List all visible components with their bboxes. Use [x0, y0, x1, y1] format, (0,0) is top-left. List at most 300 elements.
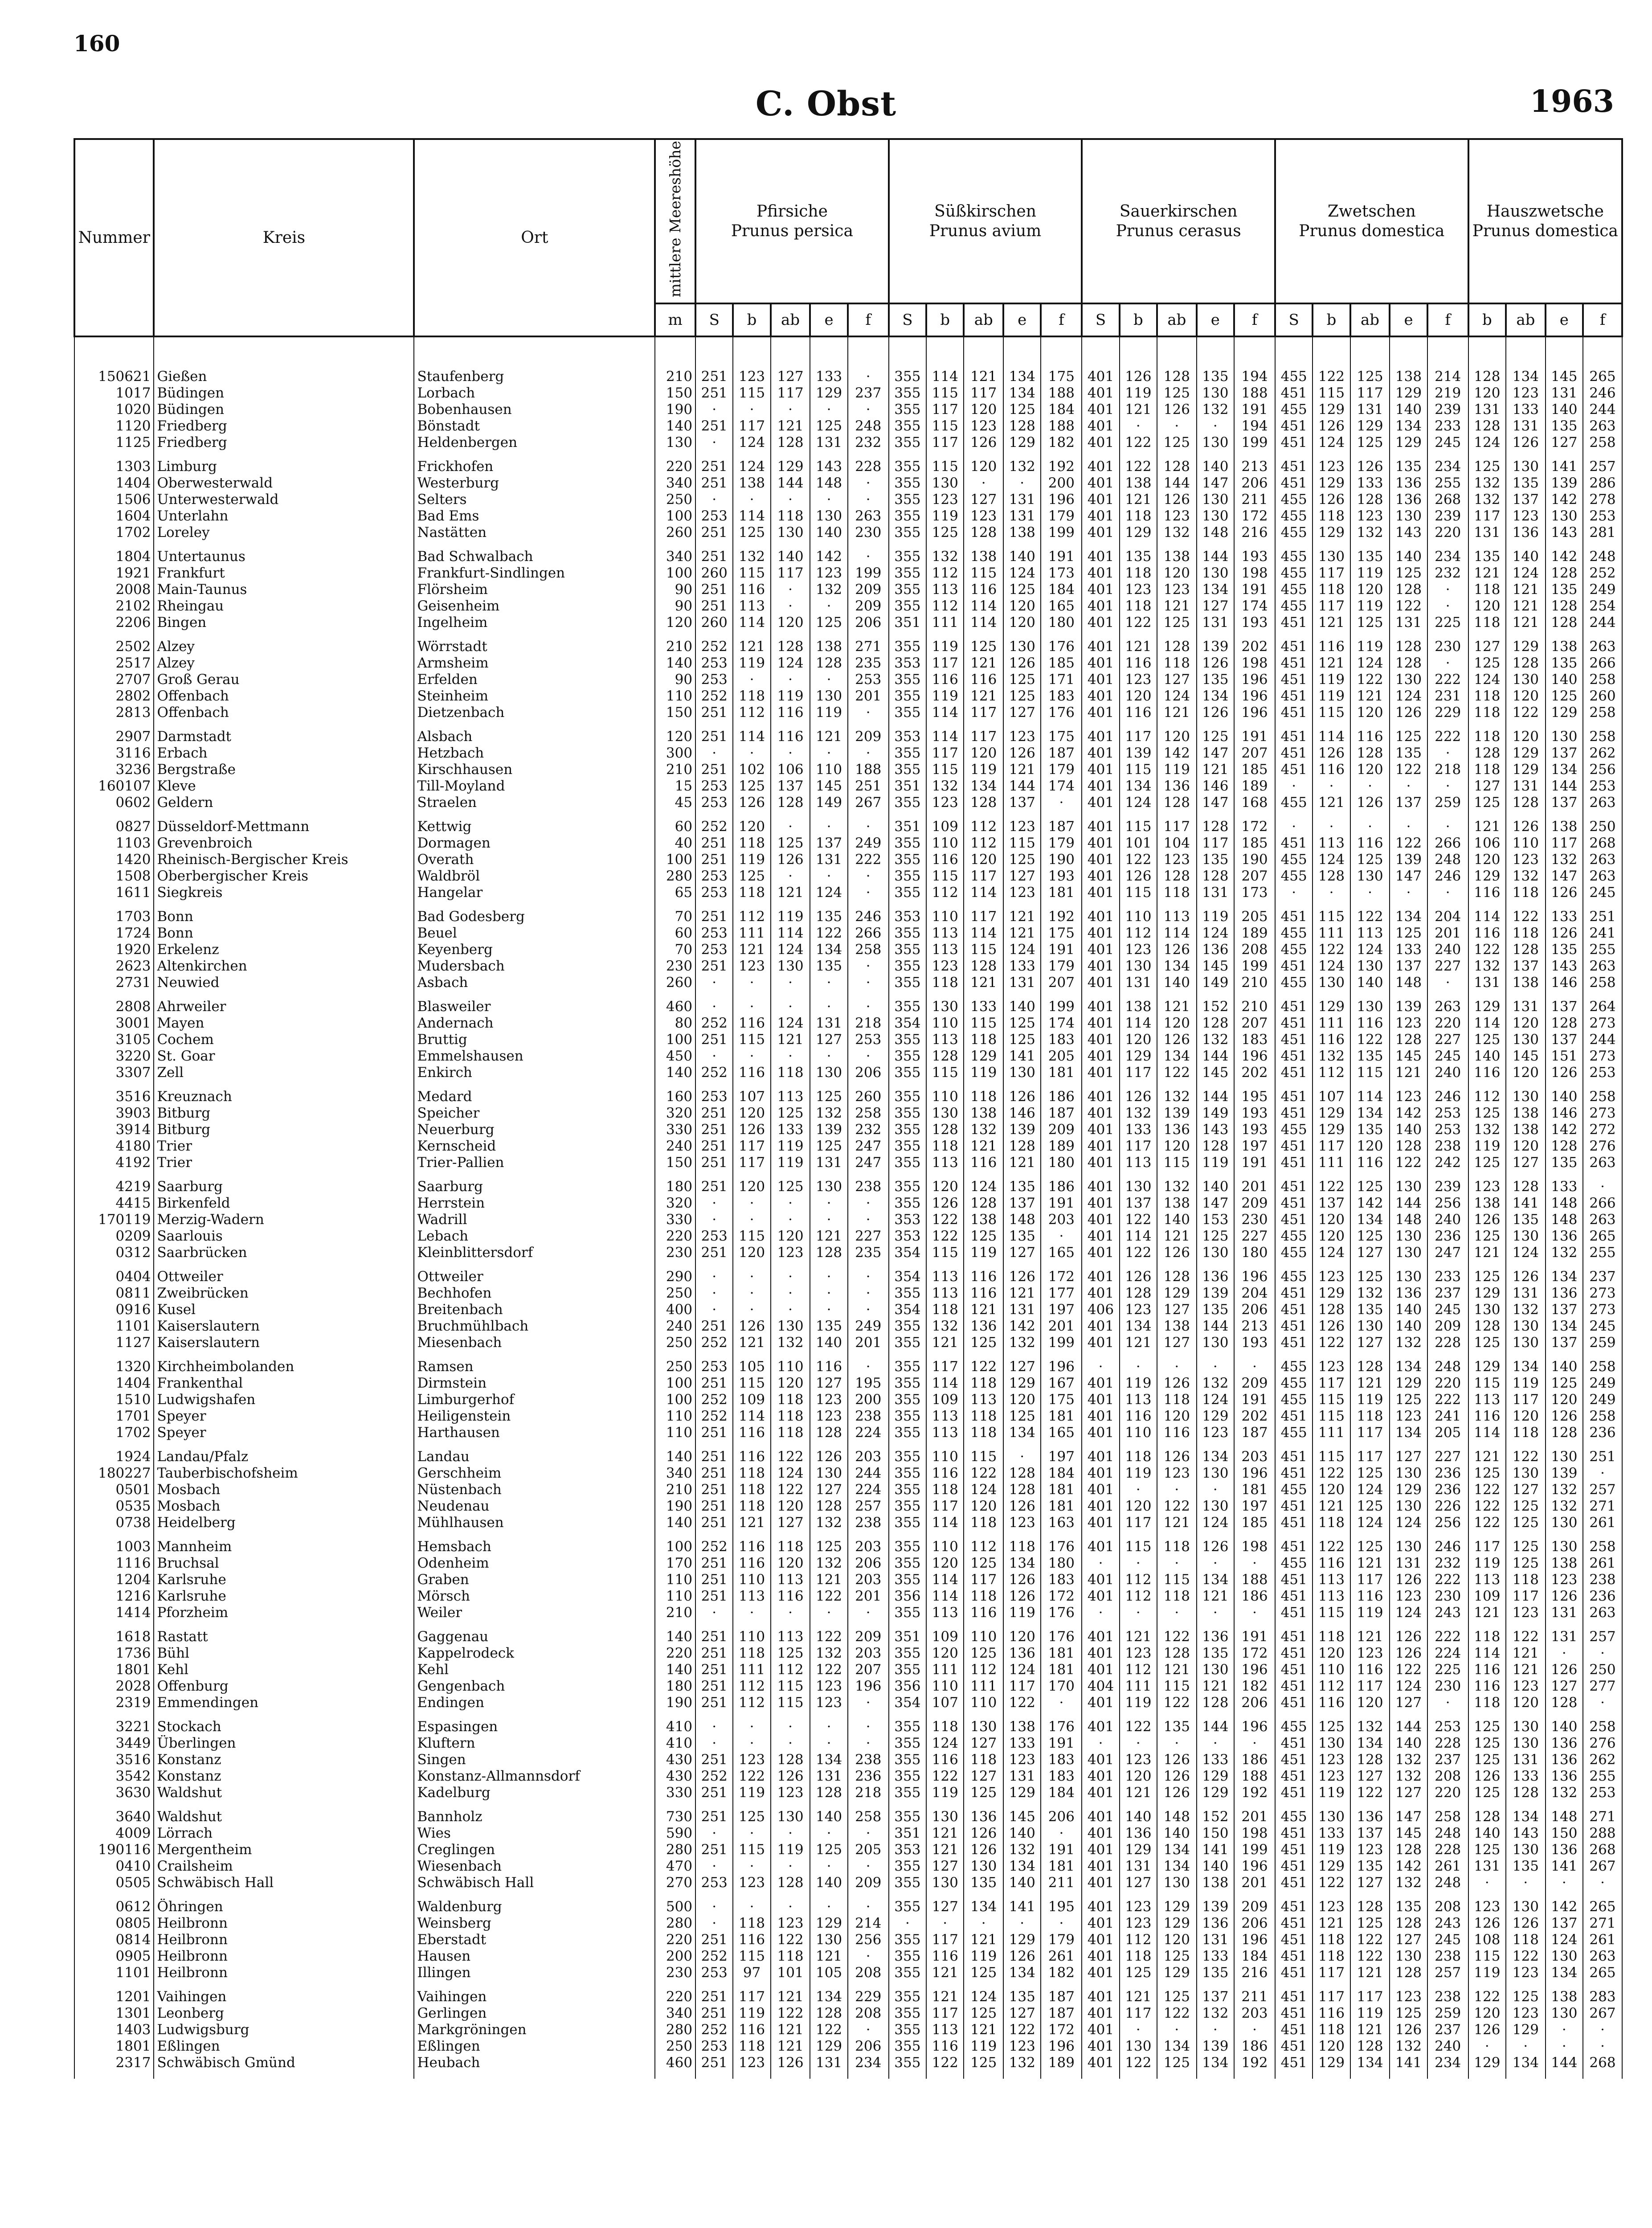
phase-value: · — [1546, 1875, 1583, 1899]
phase-value: 183 — [1041, 1752, 1082, 1768]
phase-value: 120 — [1506, 1065, 1546, 1089]
phase-value: 128 — [964, 958, 1003, 975]
phase-value: 253 — [1583, 778, 1622, 795]
phase-value: 182 — [1041, 1965, 1082, 1989]
phase-value: 227 — [848, 1228, 889, 1245]
table-row — [74, 672, 1622, 688]
phase-value: 121 — [1120, 1335, 1157, 1359]
station-number: 4009 — [74, 1825, 154, 1842]
phase-value: · — [1313, 778, 1350, 795]
station-number: 3307 — [74, 1065, 154, 1089]
phase-value: 120 — [1120, 1032, 1157, 1048]
kreis-name: Büdingen — [154, 401, 414, 418]
phase-value: 123 — [1120, 1915, 1157, 1932]
phase-value: 122 — [1390, 762, 1427, 778]
phase-value: 355 — [889, 1605, 926, 1629]
table-row — [74, 639, 1622, 655]
phase-value: 401 — [1082, 1465, 1119, 1482]
phase-value: 401 — [1082, 1825, 1119, 1842]
phase-value: 120 — [771, 614, 810, 639]
phase-value: 133 — [1120, 1122, 1157, 1138]
elevation-value: 280 — [655, 1915, 695, 1932]
phase-value: 124 — [1197, 1392, 1234, 1408]
phase-value: 187 — [1041, 1989, 1082, 2005]
station-number: 0535 — [74, 1498, 154, 1515]
phase-value: 137 — [1197, 1989, 1234, 2005]
phase-value: 196 — [848, 1678, 889, 1695]
phase-value: 135 — [1546, 942, 1583, 958]
elevation-value: 70 — [655, 942, 695, 958]
phase-value: 130 — [1546, 729, 1583, 745]
phase-value: 124 — [1350, 655, 1390, 672]
phase-value: 203 — [1234, 2005, 1275, 2022]
kreis-name: Loreley — [154, 524, 414, 549]
ort-name: Illingen — [414, 1965, 655, 1989]
phase-value: 125 — [1350, 1498, 1390, 1515]
phase-value: 451 — [1275, 1065, 1313, 1089]
phase-value: 129 — [1197, 1768, 1234, 1785]
phase-value: 135 — [1197, 1965, 1234, 1989]
station-number: 0811 — [74, 1285, 154, 1302]
phase-value: 129 — [1468, 1359, 1506, 1375]
phase-value: 138 — [1546, 1555, 1583, 1572]
phase-value: 128 — [964, 795, 1003, 819]
phase-value: 134 — [1390, 1425, 1427, 1449]
phase-value: 128 — [1313, 868, 1350, 885]
phase-value: 132 — [1468, 475, 1506, 491]
phase-value: 251 — [695, 1695, 733, 1719]
phase-value: 118 — [1313, 1948, 1350, 1965]
table-row — [74, 434, 1622, 459]
phase-value: 116 — [733, 1932, 770, 1948]
phase-value: 127 — [1390, 1932, 1427, 1948]
phase-value: 117 — [1120, 729, 1157, 745]
phase-value: 451 — [1275, 1572, 1313, 1588]
phase-value: 113 — [1120, 1155, 1157, 1179]
phase-value: 128 — [1157, 639, 1197, 655]
phase-value: 131 — [1003, 491, 1041, 508]
phase-value: · — [771, 1048, 810, 1065]
phase-value: 116 — [1313, 1555, 1350, 1572]
phase-value: 134 — [1390, 418, 1427, 434]
phase-value: 354 — [889, 1695, 926, 1719]
phase-value: 201 — [1234, 1809, 1275, 1825]
phase-value: 116 — [733, 1449, 770, 1465]
phase-value: 123 — [1350, 1842, 1390, 1858]
phase-value: 132 — [1546, 1482, 1583, 1498]
phase-value: 133 — [1197, 1948, 1234, 1965]
phase-value: 401 — [1082, 1408, 1119, 1425]
phase-value: 120 — [1313, 1482, 1350, 1498]
phase-value: 251 — [695, 1032, 733, 1048]
phase-value: 406 — [1082, 1302, 1119, 1318]
phase-value: 148 — [1003, 1212, 1041, 1228]
phase-value: 116 — [733, 2022, 770, 2038]
station-number: 4415 — [74, 1195, 154, 1212]
phase-value: 141 — [1546, 1858, 1583, 1875]
phase-value: 351 — [889, 614, 926, 639]
phase-value: 455 — [1275, 336, 1313, 385]
phase-value: 134 — [1157, 1842, 1197, 1858]
phase-value: · — [810, 1858, 847, 1875]
phase-value: 222 — [1427, 1392, 1468, 1408]
phase-value: 121 — [964, 975, 1003, 999]
phase-value: 451 — [1275, 704, 1313, 729]
phase-value: 239 — [1427, 1179, 1468, 1195]
station-number: 1127 — [74, 1335, 154, 1359]
phase-value: 253 — [695, 778, 733, 795]
phase-value: 232 — [1427, 565, 1468, 582]
phase-value: 243 — [1427, 1605, 1468, 1629]
phase-value: 129 — [1313, 1105, 1350, 1122]
phase-value: 117 — [733, 1138, 770, 1155]
phase-value: · — [848, 1195, 889, 1212]
phase-value: 401 — [1082, 639, 1119, 655]
phase-value: 199 — [1041, 999, 1082, 1015]
phase-value: · — [1583, 1695, 1622, 1719]
ort-name: Armsheim — [414, 655, 655, 672]
phase-value: 143 — [1197, 1122, 1234, 1138]
station-number: 1017 — [74, 385, 154, 401]
table-row — [74, 1588, 1622, 1605]
phase-value: 130 — [1546, 1948, 1583, 1965]
table-row — [74, 704, 1622, 729]
phase-value: 128 — [1468, 1809, 1506, 1825]
phase-value: 196 — [1234, 1048, 1275, 1065]
phase-value: 140 — [1546, 1719, 1583, 1735]
phase-value: 252 — [695, 1015, 733, 1032]
phase-value: · — [810, 1605, 847, 1629]
phase-value: 263 — [1583, 1212, 1622, 1228]
phase-value: 451 — [1275, 909, 1313, 925]
header-hoehe: mittlere Meereshöhe — [655, 139, 695, 303]
phase-value: 451 — [1275, 835, 1313, 852]
phase-value: 184 — [1234, 1948, 1275, 1965]
phase-value: · — [771, 401, 810, 418]
phase-value: 115 — [1313, 385, 1350, 401]
phase-value: 147 — [1197, 1195, 1234, 1212]
phase-value: 246 — [848, 909, 889, 925]
phase-value: 121 — [1350, 1965, 1390, 1989]
phase-value: 401 — [1082, 1768, 1119, 1785]
elevation-value: 230 — [655, 1245, 695, 1269]
phase-value: · — [848, 1285, 889, 1302]
phase-value: 135 — [1120, 549, 1157, 565]
phase-value: 121 — [1313, 1915, 1350, 1932]
phase-value: 258 — [1583, 1089, 1622, 1105]
phase-value: 122 — [926, 2055, 964, 2079]
phase-value: 117 — [964, 868, 1003, 885]
phase-value: 126 — [1468, 1915, 1506, 1932]
phase-value: 206 — [1041, 1809, 1082, 1825]
phase-value: 355 — [889, 598, 926, 614]
phase-value: · — [1427, 598, 1468, 614]
ort-name: Ingelheim — [414, 614, 655, 639]
phase-value: 355 — [889, 1539, 926, 1555]
phase-value: 113 — [733, 598, 770, 614]
phase-value: 355 — [889, 885, 926, 909]
ort-name: Harthausen — [414, 1425, 655, 1449]
phase-value: 455 — [1275, 1375, 1313, 1392]
phase-value: 127 — [771, 1515, 810, 1539]
table-row — [74, 1555, 1622, 1572]
table-row — [74, 1662, 1622, 1678]
phase-value: 238 — [1583, 1572, 1622, 1588]
phase-value: 121 — [1350, 1375, 1390, 1392]
elevation-value: 100 — [655, 508, 695, 524]
elevation-value: 450 — [655, 1048, 695, 1065]
phase-value: 123 — [1506, 2005, 1546, 2022]
phase-value: 125 — [1157, 1948, 1197, 1965]
elevation-value: 110 — [655, 1425, 695, 1449]
phase-value: 125 — [1390, 1392, 1427, 1408]
phase-value: 126 — [1157, 1245, 1197, 1269]
phase-value: 191 — [1041, 1842, 1082, 1858]
phase-value: 121 — [926, 1825, 964, 1842]
phase-value: 120 — [964, 401, 1003, 418]
phase-value: · — [695, 1195, 733, 1212]
phase-value: 355 — [889, 1809, 926, 1825]
phase-value: 121 — [1120, 1785, 1157, 1809]
phase-value: · — [1546, 2038, 1583, 2055]
kreis-name: Oberbergischer Kreis — [154, 868, 414, 885]
phase-value: 251 — [695, 1138, 733, 1155]
phase-value: 110 — [771, 1359, 810, 1375]
phase-value: 404 — [1082, 1678, 1119, 1695]
phase-value: 130 — [1390, 508, 1427, 524]
phase-value: 123 — [1120, 1645, 1157, 1662]
table-row — [74, 1875, 1622, 1899]
phase-value: 115 — [1350, 1065, 1390, 1089]
phase-value: 170 — [1041, 1678, 1082, 1695]
phase-value: 123 — [1313, 1359, 1350, 1375]
ort-name: Bruttig — [414, 1032, 655, 1048]
phase-value: 356 — [889, 1678, 926, 1695]
phase-value: · — [695, 1825, 733, 1842]
phase-value: 122 — [1313, 1465, 1350, 1482]
phase-value: 252 — [695, 1768, 733, 1785]
phase-value: 118 — [1506, 1932, 1546, 1948]
phase-value: 131 — [1506, 1285, 1546, 1302]
phase-value: 136 — [1506, 524, 1546, 549]
phase-value: 124 — [1313, 958, 1350, 975]
phase-value: 128 — [964, 1195, 1003, 1212]
phase-value: 455 — [1275, 942, 1313, 958]
phase-value: 251 — [695, 729, 733, 745]
phase-value: 123 — [733, 336, 770, 385]
phase-value: 134 — [1120, 1318, 1157, 1335]
phase-value: 126 — [1390, 1629, 1427, 1645]
phase-value: · — [1003, 1449, 1041, 1465]
phase-value: 182 — [1041, 434, 1082, 459]
phase-value: 117 — [1120, 1515, 1157, 1539]
phase-value: 451 — [1275, 1212, 1313, 1228]
phase-value: 126 — [1003, 1588, 1041, 1605]
phase-value: 114 — [1157, 925, 1197, 942]
kreis-name: Groß Gerau — [154, 672, 414, 688]
phase-value: 127 — [1468, 778, 1506, 795]
ort-name: Kirschhausen — [414, 762, 655, 778]
phase-value: · — [848, 475, 889, 491]
phase-value: 114 — [733, 1408, 770, 1425]
phase-value: 126 — [1157, 1785, 1197, 1809]
phase-value: 235 — [848, 655, 889, 672]
phase-value: 115 — [1120, 885, 1157, 909]
phase-value: 117 — [1120, 1138, 1157, 1155]
phase-value: 124 — [1313, 1245, 1350, 1269]
phase-value: 125 — [964, 1785, 1003, 1809]
phase-value: 355 — [889, 401, 926, 418]
phase-value: 116 — [926, 1948, 964, 1965]
phase-value: 111 — [1313, 925, 1350, 942]
phase-value: 129 — [1350, 418, 1390, 434]
phase-value: 268 — [1583, 1842, 1622, 1858]
phase-value: 124 — [1157, 688, 1197, 704]
kreis-name: Altenkirchen — [154, 958, 414, 975]
phase-value: 125 — [964, 1555, 1003, 1572]
phase-value: 117 — [1350, 1989, 1390, 2005]
kreis-name: Merzig-Wadern — [154, 1212, 414, 1228]
phase-value: 122 — [1003, 1695, 1041, 1719]
phase-value: 132 — [810, 1105, 847, 1122]
phase-value: 268 — [1583, 2055, 1622, 2079]
ort-name: Beuel — [414, 925, 655, 942]
kreis-name: Frankenthal — [154, 1375, 414, 1392]
phase-value: 271 — [1583, 1498, 1622, 1515]
phase-value: 258 — [1583, 672, 1622, 688]
phase-value: 142 — [1546, 1899, 1583, 1915]
phase-value: 451 — [1275, 1605, 1313, 1629]
phase-value: 181 — [1041, 1645, 1082, 1662]
phase-value: 114 — [964, 614, 1003, 639]
station-number: 3236 — [74, 762, 154, 778]
station-group — [74, 1539, 1622, 1629]
phase-value: 116 — [1120, 704, 1157, 729]
phase-value: · — [1157, 1555, 1197, 1572]
phase-value: 119 — [1313, 688, 1350, 704]
phase-value: 251 — [695, 475, 733, 491]
phase-value: 401 — [1082, 1588, 1119, 1605]
phase-value: 237 — [1583, 1269, 1622, 1285]
phase-value: 192 — [1234, 2055, 1275, 2079]
phase-value: 138 — [964, 549, 1003, 565]
phase-value: 134 — [1003, 1555, 1041, 1572]
phase-value: 222 — [1427, 672, 1468, 688]
ort-name: Nastätten — [414, 524, 655, 549]
phase-value: 273 — [1583, 1048, 1622, 1065]
phase-value: 123 — [1003, 729, 1041, 745]
phase-value: · — [1427, 885, 1468, 909]
phase-value: 263 — [1583, 852, 1622, 868]
phase-value: 209 — [1234, 1899, 1275, 1915]
phase-value: 200 — [848, 1392, 889, 1408]
phase-value: 140 — [1350, 975, 1390, 999]
phase-value: 124 — [1197, 925, 1234, 942]
phase-value: 118 — [1350, 1408, 1390, 1425]
phase-value: 122 — [926, 1768, 964, 1785]
phase-value: 122 — [1350, 1032, 1390, 1048]
phase-value: 240 — [1427, 2038, 1468, 2055]
phase-value: 119 — [1120, 1695, 1157, 1719]
phase-value: 130 — [926, 1875, 964, 1899]
phase-value: 188 — [1234, 385, 1275, 401]
phase-value: · — [1197, 1482, 1234, 1498]
table-row — [74, 1752, 1622, 1768]
phase-value: · — [695, 1285, 733, 1302]
phase-value: 131 — [1120, 1858, 1157, 1875]
phase-value: 401 — [1082, 385, 1119, 401]
phase-value: 126 — [733, 1318, 770, 1335]
phase-value: 138 — [1003, 1719, 1041, 1735]
phase-value: 120 — [1468, 385, 1506, 401]
phase-value: 118 — [1468, 688, 1506, 704]
phase-value: 202 — [1234, 639, 1275, 655]
phase-value: 255 — [1427, 475, 1468, 491]
phase-value: 139 — [1157, 1105, 1197, 1122]
table-row — [74, 729, 1622, 745]
phase-value: · — [1157, 2022, 1197, 2038]
kreis-name: Erkelenz — [154, 942, 414, 958]
phase-value: 401 — [1082, 999, 1119, 1015]
phase-value: 122 — [1350, 1932, 1390, 1948]
phase-value: 451 — [1275, 729, 1313, 745]
phase-value: 191 — [1234, 1155, 1275, 1179]
phase-value: 125 — [1313, 1719, 1350, 1735]
phase-value: 251 — [695, 1932, 733, 1948]
phase-value: 351 — [889, 1629, 926, 1645]
phase-value: 130 — [1390, 1269, 1427, 1285]
phase-value: 134 — [1003, 336, 1041, 385]
phase-value: 121 — [1157, 704, 1197, 729]
phase-value: 125 — [1390, 729, 1427, 745]
header-group-pfirsiche: Pfirsiche Prunus persica — [695, 139, 889, 303]
phase-value: 245 — [1583, 1318, 1622, 1335]
phase-value: 128 — [810, 655, 847, 672]
phase-value: 125 — [964, 1228, 1003, 1245]
phase-value: 123 — [733, 1752, 770, 1768]
phase-value: · — [1120, 2022, 1157, 2038]
phase-value: 249 — [1583, 1375, 1622, 1392]
phase-value: 253 — [695, 1359, 733, 1375]
phase-value: 120 — [1546, 1392, 1583, 1408]
header-col: ab — [964, 303, 1003, 336]
phase-value: 201 — [848, 1335, 889, 1359]
phase-value: 246 — [1427, 1089, 1468, 1105]
phase-value: 401 — [1082, 958, 1119, 975]
phase-value: 132 — [1546, 852, 1583, 868]
phase-value: 113 — [926, 1032, 964, 1048]
header-col: ab — [1506, 303, 1546, 336]
phase-value: 131 — [1197, 1932, 1234, 1948]
phase-value: 121 — [1003, 1285, 1041, 1302]
phase-value: 142 — [1350, 1195, 1390, 1212]
phase-value: 122 — [1157, 1065, 1197, 1089]
phase-value: 114 — [926, 729, 964, 745]
phase-value: 118 — [1157, 1539, 1197, 1555]
phase-value: 119 — [964, 2038, 1003, 2055]
phase-value: 133 — [1003, 958, 1041, 975]
phase-value: 119 — [1468, 1965, 1506, 1989]
station-number: 2008 — [74, 582, 154, 598]
station-number: 1702 — [74, 524, 154, 549]
table-row — [74, 1735, 1622, 1752]
phase-value: 451 — [1275, 639, 1313, 655]
phase-value: 136 — [1546, 1228, 1583, 1245]
phase-value: 115 — [964, 942, 1003, 958]
phase-value: 123 — [1390, 1089, 1427, 1105]
ort-name: Mudersbach — [414, 958, 655, 975]
header-col: e — [810, 303, 847, 336]
